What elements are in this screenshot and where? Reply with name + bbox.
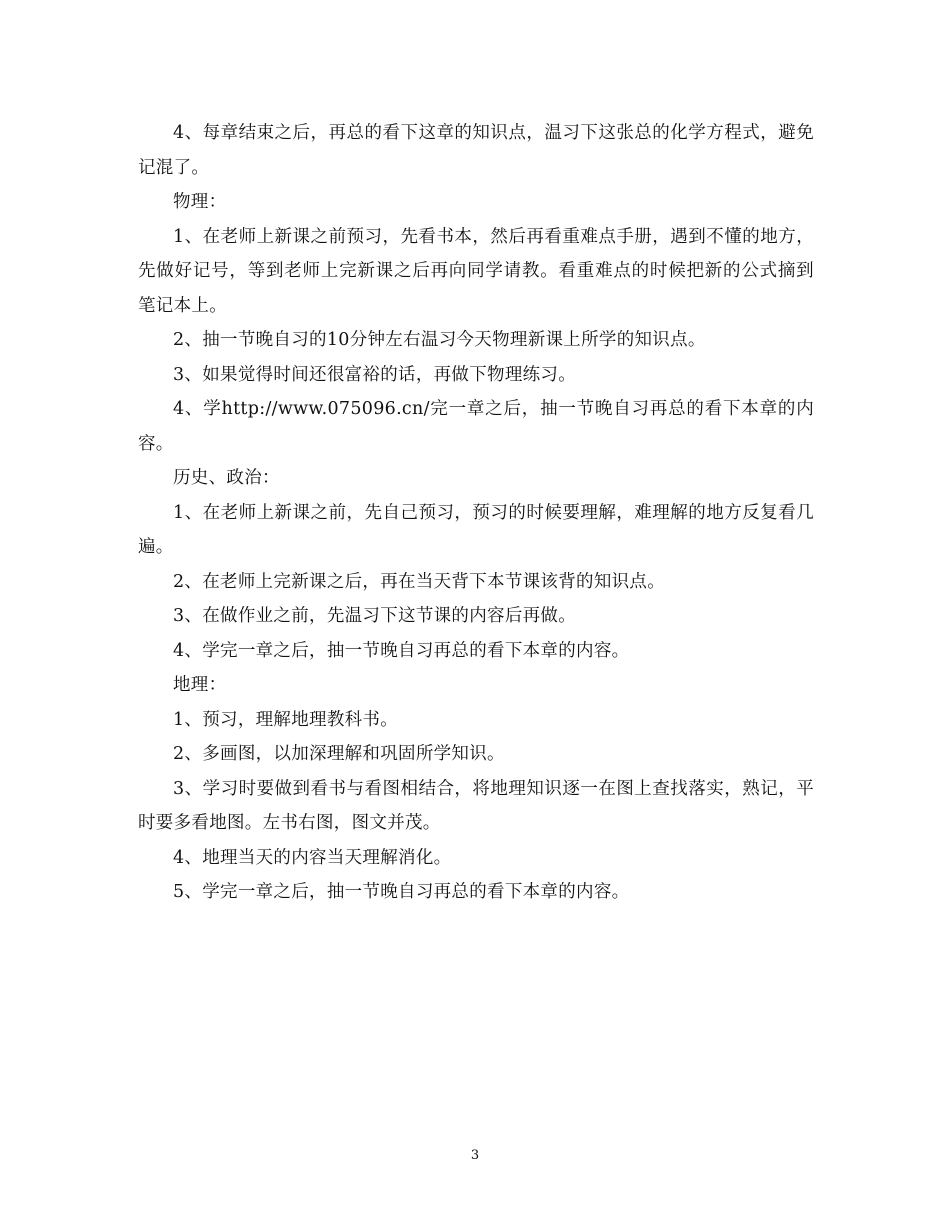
body-text xyxy=(138,116,814,910)
paragraph-physics-tip-2: 2、抽一节晚自习的10分钟左右温习今天物理新课上所学的知识点。 xyxy=(173,330,706,350)
paragraph-geography-tip-4: 4、地理当天的内容当天理解消化。 xyxy=(173,847,452,868)
paragraph-history-tip-1: 1、在老师上新课之前，先自己预习，预习的时候要理解，难理解的地方反复看几遍。 xyxy=(138,502,814,557)
paragraph-geography-tip-5: 5、学完一章之后，抽一节晚自习再总的看下本章的内容。 xyxy=(173,882,630,902)
paragraph-history-tip-3: 3、在做作业之前，先温习下这节课的内容后再做。 xyxy=(173,606,577,626)
paragraph-physics-tip-3: 3、如果觉得时间还很富裕的话，再做下物理练习。 xyxy=(173,364,577,385)
paragraph-history-tip-4: 4、学完一章之后，抽一节晚自习再总的看下本章的内容。 xyxy=(173,640,630,661)
page-number: 3 xyxy=(470,1148,480,1163)
paragraph-physics-tip-4: 4、学http://www.075096.cn/完一章之后，抽一节晚自习再总的看下本章的内容。 xyxy=(138,399,814,454)
paragraph-geography-tip-1: 1、预习，理解地理教科书。 xyxy=(173,709,399,730)
paragraph-physics-tip-1: 1、在老师上新课之前预习，先看书本，然后再看重难点手册，遇到不懂的地方，先做好记号，等到老师上完新课之后再向同学请教。看重难点的时候把新的公式摘到笔记本上。 xyxy=(138,226,814,316)
paragraph-geography-tip-2: 2、多画图，以加深理解和巩固所学知识。 xyxy=(173,744,505,764)
heading-history-politics: 历史、政治： xyxy=(173,468,280,488)
heading-physics: 物理： xyxy=(173,192,227,212)
paragraph-chemistry-tip-4: 4、每章结束之后，再总的看下这章的知识点，温习下这张总的化学方程式，避免记混了。 xyxy=(138,123,814,178)
paragraph-history-tip-2: 2、在老师上完新课之后，再在当天背下本节课该背的知识点。 xyxy=(173,571,666,592)
paragraph-geography-tip-3: 3、学习时要做到看书与看图相结合，将地理知识逐一在图上查找落实，熟记，平时要多看地图。左书右图，图文并茂。 xyxy=(138,778,814,833)
heading-geography: 地理： xyxy=(173,675,227,695)
